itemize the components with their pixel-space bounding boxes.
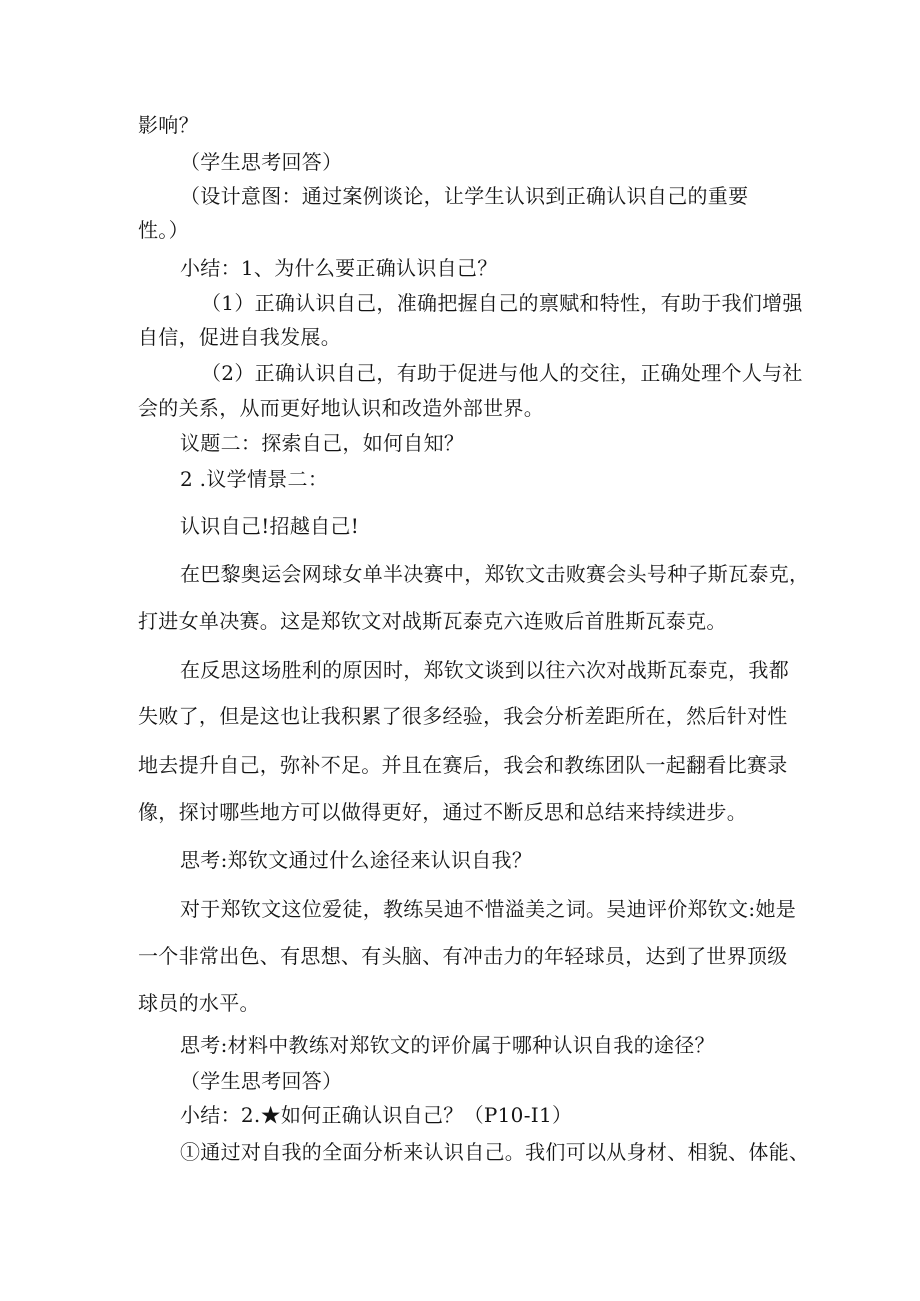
question-line: 思考:材料中教练对郑钦文的评价属于哪种认识自我的途径？ bbox=[180, 1033, 715, 1057]
text-line: 球员的水平。 bbox=[138, 991, 260, 1015]
text-line: 在巴黎奥运会网球女单半决赛中，郑钦文击败赛会头号种子斯瓦泰克， bbox=[180, 562, 810, 586]
text-line: 打进女单决赛。这是郑钦文对战斯瓦泰克六连败后首胜斯瓦泰克。 bbox=[138, 609, 727, 633]
text-line: （学生思考回答） bbox=[180, 150, 343, 174]
text-line: （学生思考回答） bbox=[180, 1069, 343, 1093]
topic-heading: 议题二：探索自己，如何自知？ bbox=[180, 431, 465, 455]
text-line: 失败了，但是这也让我积累了很多经验，我会分析差距所在，然后针对性 bbox=[138, 704, 788, 728]
text-line: （1）正确认识自己，准确把握自己的禀赋和特性，有助于我们增强 bbox=[201, 291, 803, 315]
text-line: （2）正确认识自己，有助于促进与他人的交往，正确处理个人与社 bbox=[201, 361, 803, 385]
text-line: 自信，促进自我发展。 bbox=[138, 325, 341, 349]
text-line: 一个非常出色、有思想、有头脑、有冲击力的年轻球员，达到了世界顶级 bbox=[138, 944, 788, 968]
text-line: 像，探讨哪些地方可以做得更好，通过不断反思和总结来持续进步。 bbox=[138, 800, 747, 824]
text-line: 地去提升自己，弥补不足。并且在赛后，我会和教练团队一起翻看比赛录 bbox=[138, 753, 788, 777]
summary-heading: 小结：2.★如何正确认识自己？（P10-I1） bbox=[180, 1103, 573, 1127]
scenario-title: 认识自己!招越自己! bbox=[180, 514, 360, 538]
text-line: 在反思这场胜利的原因时，郑钦文谈到以往六次对战斯瓦泰克，我都 bbox=[180, 658, 789, 682]
scenario-heading: 2 .议学情景二： bbox=[180, 467, 329, 491]
text-line: ①通过对自我的全面分析来认识自己。我们可以从身材、相貌、体能、 bbox=[180, 1140, 810, 1164]
text-line: 对于郑钦文这位爱徒，教练吴迪不惜溢美之词。吴迪评价郑钦文:她是 bbox=[180, 897, 797, 921]
text-line: 会的关系，从而更好地认识和改造外部世界。 bbox=[138, 396, 544, 420]
question-line: 思考:郑钦文通过什么途径来认识自我？ bbox=[180, 848, 533, 872]
text-line: 影响？ bbox=[138, 113, 199, 137]
text-line: （设计意图：通过案例谈论，让学生认识到正确认识自己的重要 bbox=[180, 184, 749, 208]
summary-heading: 小结：1、为什么要正确认识自己？ bbox=[180, 256, 498, 280]
text-line: 性。） bbox=[138, 218, 189, 242]
